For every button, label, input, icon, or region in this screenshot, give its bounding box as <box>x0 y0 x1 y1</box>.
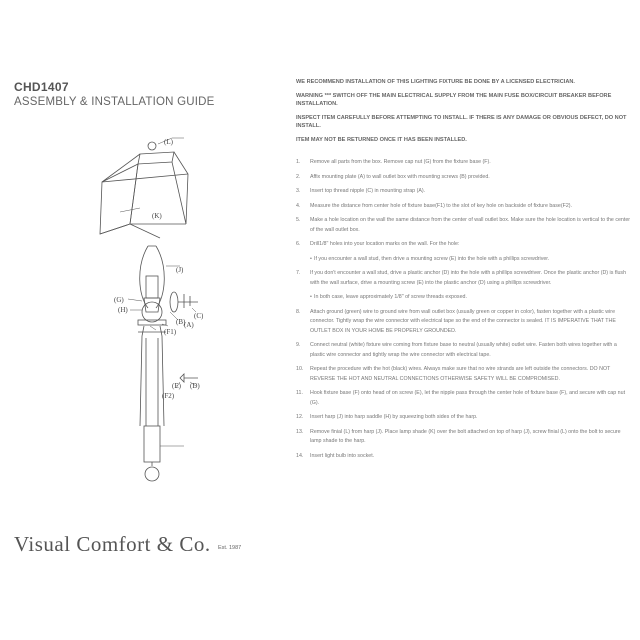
lamp-shade-frame <box>100 152 188 238</box>
warning-inspect: INSPECT ITEM CAREFULLY BEFORE ATTEMPTING TO INSTALL. IF THERE IS ANY DAMAGE OR OBVIOUS DEFECT, DO NOT INSTALL. <box>296 115 627 129</box>
warning-electrician: WE RECOMMEND INSTALLATION OF THIS LIGHTING FIXTURE BE DONE BY A LICENSED ELECTRICIAN. <box>296 79 575 85</box>
step-item: 3. Insert top thread nipple (C) in mounting strap (A). <box>296 188 426 194</box>
fixture-base-f2 <box>144 426 160 462</box>
model-number: CHD1407 <box>14 80 69 94</box>
step-item: 9. Connect neutral (white) fixture wire coming from fixture base to neutral (usually white) outlet wire. Fasten both wires together with a plastic wire connector and tightly wrap the wire connector with electrical tape. <box>296 342 617 358</box>
label-d: (D) <box>190 382 200 390</box>
step-item: 13. Remove finial (L) from harp (J). Place lamp shade (K) over the bolt attached on top of harp (J), screw finial (L) onto the bolt to secure lamp shade to the harp. <box>296 428 621 444</box>
label-h: (H) <box>118 306 128 314</box>
label-c: (C) <box>194 312 204 320</box>
label-e: (E) <box>172 382 181 390</box>
label-b: (B) <box>176 318 186 326</box>
warning-returns: ITEM MAY NOT BE RETURNED ONCE IT HAS BEEN INSTALLED. <box>296 137 467 143</box>
guide-title: ASSEMBLY & INSTALLATION GUIDE <box>14 96 215 108</box>
step-item: 7. If you don't encounter a wall stud, drive a plastic anchor (D) into the hole with a phillips screwdriver. Once the plastic anchor (D) is flush with the wall surface, drive a mounting screw (E) into the plastic anchor (D) using a phillips screwdriver. <box>296 270 627 286</box>
step-item: 10. Repeat the procedure with the hot (black) wires. Always make sure that no wire strands are left outside the connectors. DO NOT REVERSE THE HOT AND NEUTRAL CONNECTIONS OTHERWISE SAFETY WILL BE COMPROMISED. <box>296 366 611 382</box>
label-k: (K) <box>152 212 162 220</box>
label-f2: (F2) <box>162 392 175 400</box>
step-item: 8. Attach ground (green) wire to ground wire from wall outlet box (usually green or copper in color), fasten together with a plastic wire connector. Tightly wrap the wire connector with electrical tape so the end of the connector is sealed. IT IS IMPERATIVE THAT THE OUTLET BOX IN YOUR HOME BE PROPERLY GROUNDED. <box>296 308 616 334</box>
label-g: (G) <box>114 296 124 304</box>
steps-list <box>296 158 632 461</box>
lamp-body <box>140 326 164 426</box>
label-j: (J) <box>176 266 184 274</box>
step-item: 5. Make a hole location on the wall the same distance from the center of wall outlet box. Make sure the hole location is vertical to the center of the wall outlet box. <box>296 217 631 233</box>
step-item: 11. Hook fixture base (F) onto head of on screw (E), let the nipple pass through the center hole of fixture base (F), and secure with cap nut (G). <box>296 390 626 406</box>
brand-established: Est. 1987 <box>218 545 242 551</box>
step-bullet: • In both case, leave approximately 1/8" of screw threads exposed. <box>296 293 632 303</box>
step-item: 14. Insert light bulb into socket. <box>296 452 375 459</box>
harp <box>140 246 165 308</box>
fixture-diagram <box>80 126 230 516</box>
label-f1: (F1) <box>164 328 177 336</box>
bottom-ball <box>145 467 159 481</box>
socket <box>146 276 158 298</box>
mounting-plate-icon <box>170 292 178 312</box>
left-panel <box>0 0 280 640</box>
brand-logo: Visual Comfort & Co. <box>14 532 211 556</box>
finial-ball <box>148 142 156 150</box>
step-item: 2. Affix mounting plate (A) to wall outlet box with mounting screws (B) provided. <box>296 173 490 180</box>
step-item: 4. Measure the distance from center hole of fixture base(F1) to the slot of key hole on backside of fixture base(F2). <box>296 202 573 209</box>
step-item: 12. Insert harp (J) into harp saddle (H) by squeezing both sides of the harp. <box>296 414 478 420</box>
label-a: (A) <box>184 321 194 329</box>
label-l: (L) <box>164 138 173 146</box>
step-bullet: • If you encounter a wall stud, then drive a mounting screw (E) into the hole with a phillips screwdriver. <box>296 255 632 265</box>
warning-power: WARNING *** SWITCH OFF THE MAIN ELECTRICAL SUPPLY FROM THE MAIN FUSE BOX/CIRCUIT BREAKER BEFORE INSTALLATION. <box>296 93 612 107</box>
step-item: 1. Remove all parts from the box. Remove cap nut (G) from the fixture base (F). <box>296 159 491 165</box>
step-item: 6. Drill1/8" holes into your location marks on the wall. For the hole: <box>296 241 460 247</box>
anchor-screw-icon <box>180 374 198 382</box>
instructions-panel <box>296 78 632 466</box>
